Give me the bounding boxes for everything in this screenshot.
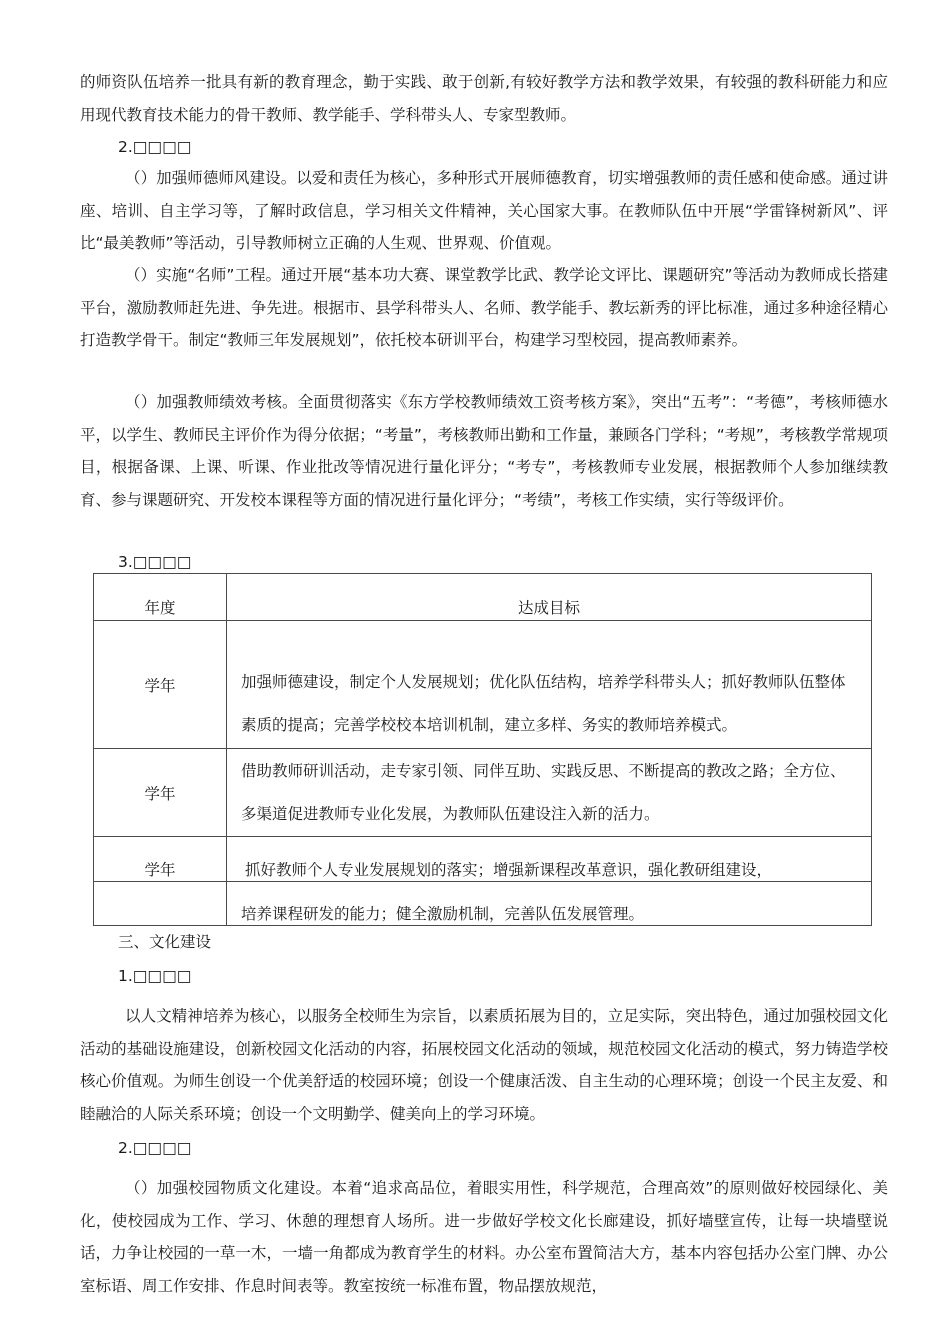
table-row	[94, 882, 872, 926]
performance-assessment-paragraph: （）加强教师绩效考核。全面贯彻落实《东方学校教师绩效工资考核方案》，突出“五考”：“考德”，考核师德水平，以学生、教师民主评价作为得分依据；“考量”，考核教师出勤和工作量，兼顾各门学科；“考规”，考核教学常规项目，根据备课、上课、听课、作业批改等情况进行量化评分；“考专”，考核教师专业发展，根据教师个人参加继续教育、参与课题研究、开发校本课程等方面的情况进行量化评分；“考绩”，考核工作实绩，实行等级评价。	[80, 393, 888, 509]
goals-table	[93, 573, 872, 926]
culture-heading-1: 1.□□□□	[118, 967, 192, 985]
year-cell: 学年	[94, 621, 227, 749]
section-3-heading: 3.□□□□	[118, 553, 192, 571]
culture-heading-2: 2.□□□□	[118, 1139, 192, 1157]
header-year: 年度	[94, 574, 227, 621]
intro-paragraph: 的师资队伍培养一批具有新的教育理念，勤于实践、敢于创新,有较好教学方法和教学效果，有较强的教科研能力和应用现代教育技术能力的骨干教师、教学能手、学科带头人、专家型教师。	[80, 73, 888, 124]
culture-title: 三、文化建设	[118, 933, 212, 951]
table-row	[94, 749, 872, 837]
section-2-heading: 2.□□□□	[118, 138, 192, 156]
year-cell-empty	[94, 882, 227, 926]
header-goal: 达成目标	[227, 574, 872, 621]
year-cell: 学年	[94, 837, 227, 882]
year-cell: 学年	[94, 749, 227, 837]
table-header-row	[94, 574, 872, 621]
culture-paragraph-2: （）加强校园物质文化建设。本着“追求高品位，着眼实用性，科学规范，合理高效”的原则做好校园绿化、美化，使校园成为工作、学习、休憩的理想育人场所。进一步做好学校文化长廊建设，抓好墙壁宣传，让每一块墙壁说话，力争让校园的一草一木，一墙一角都成为教育学生的材料。办公室布置简洁大方，基本内容包括办公室门牌、办公室标语、周工作安排、作息时间表等。教室按统一标准布置，物品摆放规范，	[80, 1179, 888, 1295]
goal-cell: 借助教师研训活动，走专家引领、同伴互助、实践反思、不断提高的教改之路；全方位、多渠道促进教师专业化发展，为教师队伍建设注入新的活力。	[227, 749, 872, 837]
teacher-ethics-paragraph: （）加强师德师风建设。以爱和责任为核心，多种形式开展师德教育，切实增强教师的责任感和使命感。通过讲座、培训、自主学习等，了解时政信息，学习相关文件精神，关心国家大事。在教师队伍中开展“学雷锋树新风”、评比“最美教师”等活动，引导教师树立正确的人生观、世界观、价值观。	[80, 169, 888, 252]
culture-paragraph-1: 以人文精神培养为核心，以服务全校师生为宗旨，以素质拓展为目的，立足实际，突出特色，通过加强校园文化活动的基础设施建设，创新校园文化活动的内容，拓展校园文化活动的领域，规范校园文化活动的模式，努力铸造学校核心价值观。为师生创设一个优美舒适的校园环境；创设一个健康活泼、自主生动的心理环境；创设一个民主友爱、和睦融洽的人际关系环境；创设一个文明勤学、健美向上的学习环境。	[80, 1007, 888, 1123]
table-row	[94, 837, 872, 882]
goal-cell-line2: 培养课程研发的能力；健全激励机制，完善队伍发展管理。	[227, 882, 872, 926]
famous-teacher-paragraph: （）实施“名师”工程。通过开展“基本功大赛、课堂教学比武、教学论文评比、课题研究”等活动为教师成长搭建平台，激励教师赶先进、争先进。根据市、县学科带头人、名师、教学能手、教坛新秀的评比标准，通过多种途径精心打造教学骨干。制定“教师三年发展规划”，依托校本研训平台，构建学习型校园，提高教师素养。	[80, 266, 888, 349]
goal-cell: 加强师德建设，制定个人发展规划；优化队伍结构，培养学科带头人；抓好教师队伍整体素质的提高；完善学校校本培训机制，建立多样、务实的教师培养模式。	[227, 621, 872, 749]
goal-cell-line1: 抓好教师个人专业发展规划的落实；增强新课程改革意识，强化教研组建设，	[227, 837, 872, 882]
table-row	[94, 621, 872, 749]
